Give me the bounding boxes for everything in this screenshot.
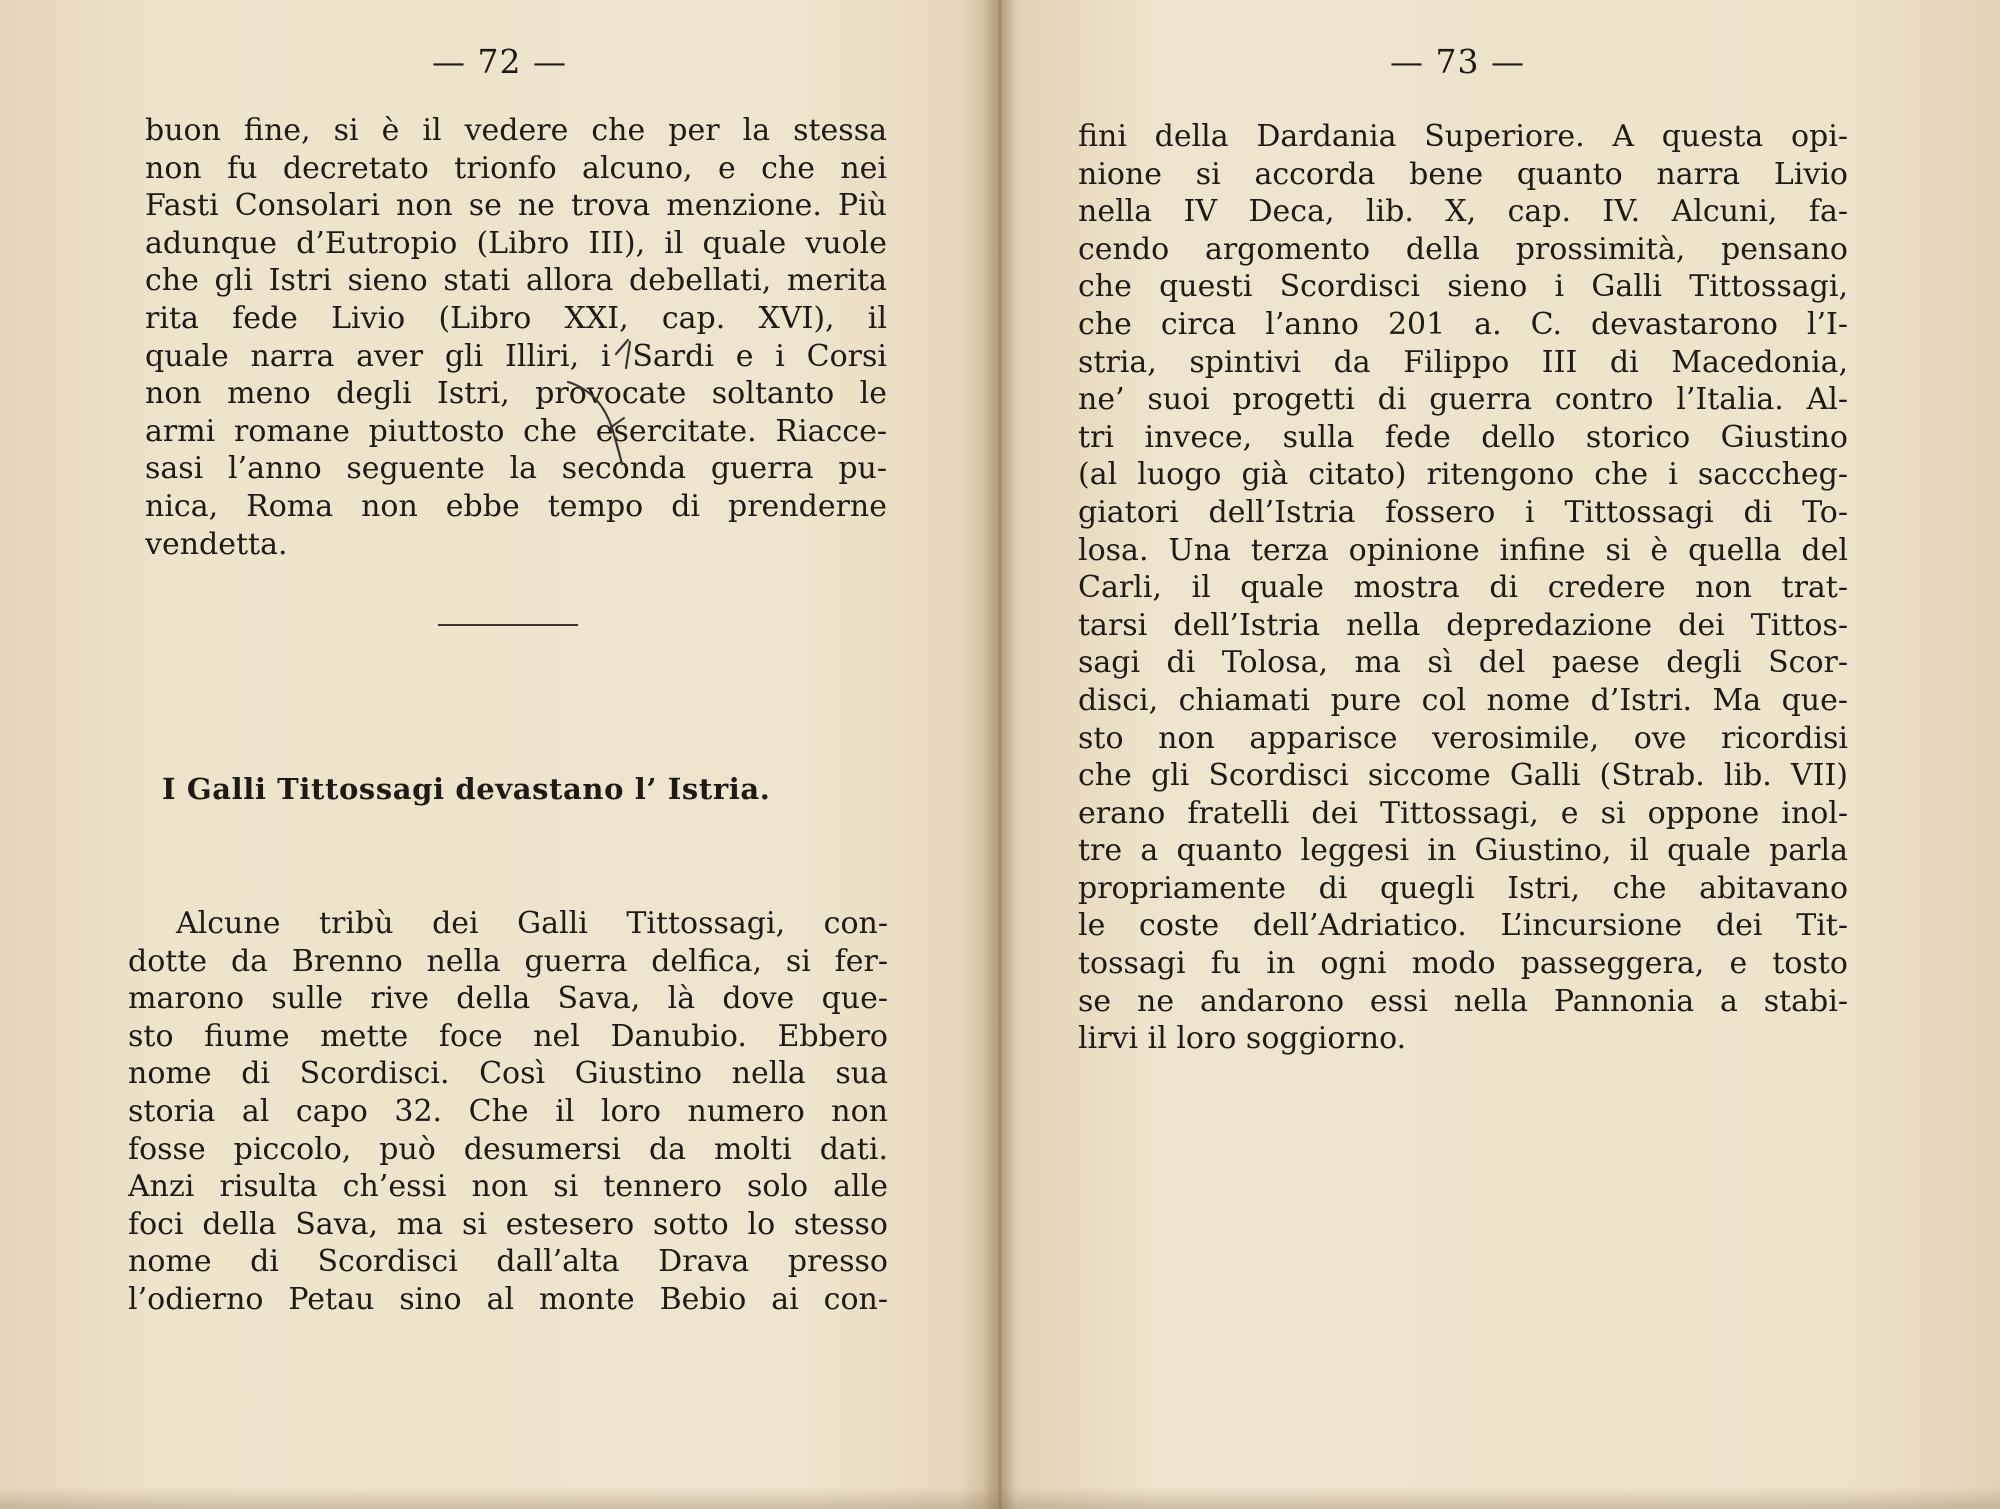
text-line: nione si accorda bene quanto narra Livio: [1078, 156, 1848, 192]
text-line: fini della Dardania Superiore. A questa opi-: [1078, 119, 1848, 154]
text-line: giatori dell’Istria fossero i Tittossagi di To-: [1078, 494, 1848, 530]
text-line: Carli, il quale mostra di credere non trat-: [1078, 570, 1848, 606]
text-line: (al luogo già citato) ritengono che i sacccheg-: [1078, 457, 1848, 493]
text-line: lirvi il loro soggiorno.: [1078, 1021, 1407, 1057]
text-line: storia al capo 32. Che il loro numero non: [128, 1093, 888, 1129]
text-line: losa. Una terza opinione infine si è quella del: [1078, 532, 1848, 568]
left-page: [0, 0, 990, 1509]
text-line: che gli Istri sieno stati allora debellati, merita: [145, 263, 887, 299]
section-heading: I Galli Tittossagi devastano l’ Istria.: [162, 772, 771, 806]
text-line: Alcune tribù dei Galli Tittossagi, con-: [176, 906, 888, 941]
text-line: vendetta.: [145, 526, 288, 562]
text-line: l’odierno Petau sino al monte Bebio ai con-: [128, 1281, 888, 1317]
section-divider: [438, 624, 578, 626]
text-line: stria, spintivi da Filippo III di Macedonia,: [1078, 344, 1848, 380]
text-line: nella IV Deca, lib. X, cap. IV. Alcuni, fa-: [1078, 194, 1848, 230]
text-line: foci della Sava, ma si estesero sotto lo stesso: [128, 1206, 888, 1242]
text-line: non fu decretato trionfo alcuno, e che nei: [145, 150, 887, 186]
text-line: sasi l’anno seguente la seconda guerra pu-: [145, 451, 887, 487]
text-line: adunque d’Eutropio (Libro III), il quale vuole: [145, 225, 887, 261]
page-number-right: — 73 —: [1390, 42, 1525, 81]
text-line: ne’ suoi progetti di guerra contro l’Italia. Al-: [1078, 382, 1848, 418]
text-line: tri invece, sulla fede dello storico Giustino: [1078, 419, 1848, 455]
paragraph-bottom-left: [128, 905, 888, 1319]
text-line: armi romane piuttosto che esercitate. Riacce-: [145, 413, 887, 449]
text-line: sagi di Tolosa, ma sì del paese degli Scor-: [1078, 645, 1848, 681]
text-line: nica, Roma non ebbe tempo di prenderne: [145, 488, 887, 524]
text-line: sto non apparisce verosimile, ove ricordisi: [1078, 720, 1848, 756]
text-line: cendo argomento della prossimità, pensano: [1078, 231, 1848, 267]
text-line: disci, chiamati pure col nome d’Istri. Ma que-: [1078, 682, 1848, 718]
text-line: tossagi fu in ogni modo passeggera, e tosto: [1078, 946, 1848, 982]
text-line: che questi Scordisci sieno i Galli Tittossagi,: [1078, 269, 1848, 305]
paragraph-top-left: [145, 112, 887, 563]
text-line: fosse piccolo, può desumersi da molti dati.: [128, 1131, 888, 1167]
page-bottom-edge: [0, 1487, 2000, 1509]
text-line: se ne andarono essi nella Pannonia a stabi-: [1078, 983, 1848, 1019]
text-line: propriamente di quegli Istri, che abitavano: [1078, 870, 1848, 906]
text-line: quale narra aver gli Illiri, i Sardi e i Corsi: [145, 338, 887, 374]
text-line: nome di Scordisci dall’alta Drava presso: [128, 1244, 888, 1280]
page-number-left: — 72 —: [432, 42, 567, 81]
text-line: che gli Scordisci siccome Galli (Strab. lib. VII): [1078, 758, 1848, 794]
text-line: che circa l’anno 201 a. C. devastarono l’I-: [1078, 306, 1848, 342]
text-line: tarsi dell’Istria nella depredazione dei Tittos-: [1078, 607, 1848, 643]
text-line: nome di Scordisci. Così Giustino nella sua: [128, 1056, 888, 1092]
text-line: marono sulle rive della Sava, là dove que-: [128, 981, 888, 1017]
pencil-annotation-mark: [560, 330, 670, 470]
right-page: [1000, 0, 2000, 1509]
text-line: buon fine, si è il vedere che per la stessa: [145, 113, 887, 148]
text-line: erano fratelli dei Tittossagi, e si oppone inol-: [1078, 795, 1848, 831]
text-line: non meno degli Istri, provocate soltanto le: [145, 376, 887, 412]
text-line: tre a quanto leggesi in Giustino, il quale parla: [1078, 833, 1848, 869]
text-line: dotte da Brenno nella guerra delfica, si fer-: [128, 943, 888, 979]
text-line: sto fiume mette foce nel Danubio. Ebbero: [128, 1018, 888, 1054]
text-line: Fasti Consolari non se ne trova menzione. Più: [145, 188, 887, 224]
text-line: rita fede Livio (Libro XXI, cap. XVI), il: [145, 300, 887, 336]
text-line: le coste dell’Adriatico. L’incursione dei Tit-: [1078, 908, 1848, 944]
paragraph-right: [1078, 118, 1848, 1058]
text-line: Anzi risulta ch’essi non si tennero solo alle: [128, 1169, 888, 1205]
